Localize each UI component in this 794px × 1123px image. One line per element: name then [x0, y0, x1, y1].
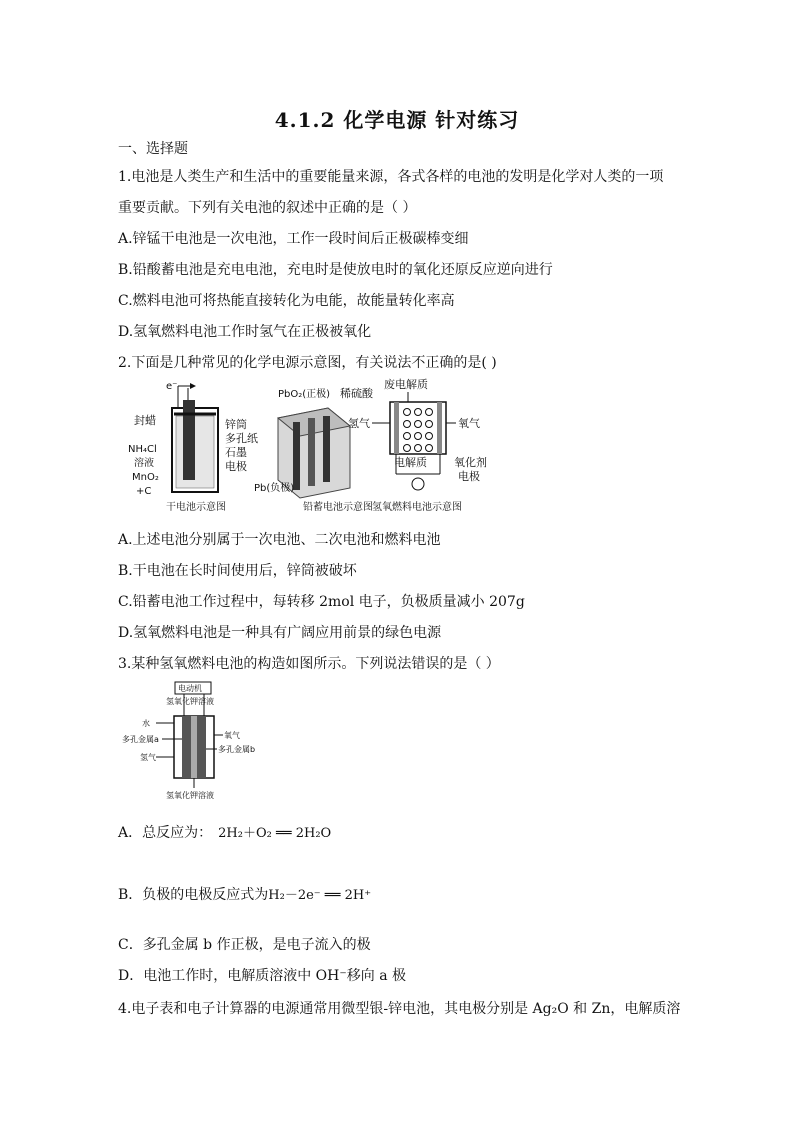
- q1-option-c: C.燃料电池可将热能直接转化为电能，故能量转化率高: [118, 293, 455, 309]
- q1-stem-line2: 重要贡献。下列有关电池的叙述中正确的是（ ）: [118, 200, 417, 216]
- q3-option-d: D．电池工作时，电解质溶液中 OH⁻移向 a 极: [118, 968, 406, 984]
- h2-inlet-label: 氢气: [140, 753, 156, 762]
- battery-diagrams-figure: [128, 378, 498, 518]
- pb-label: Pb(负极): [254, 483, 295, 494]
- pbo2-label: PbO₂(正极): [278, 389, 331, 400]
- fuel-cell-structure-figure: [120, 680, 270, 802]
- q3-option-b-equation: H₂－2e⁻ ══ 2H⁺: [268, 888, 372, 903]
- carbon-label: +C: [136, 486, 152, 497]
- waste-label: 废电解质: [384, 378, 428, 391]
- q1-option-b: B.铅酸蓄电池是充电电池，充电时是使放电时的氧化还原反应逆向进行: [118, 262, 553, 278]
- metal-b-label: 多孔金属b: [218, 745, 256, 754]
- q3-option-b: [118, 885, 371, 906]
- wax-label: 封蜡: [134, 414, 156, 427]
- q4-stem: 4.电子表和电子计算器的电源通常用微型银-锌电池，其电极分别是 Ag₂O 和 Zn，电解质溶: [118, 1001, 681, 1017]
- acid-label: 稀硫酸: [340, 387, 373, 400]
- paper-label: 多孔纸: [225, 432, 258, 445]
- graphite-rod: [183, 400, 195, 480]
- electrode-label: 电极: [225, 460, 247, 473]
- h2-label: 氢气: [348, 417, 370, 430]
- fuel-cell-caption: 氢氧燃料电池示意图: [372, 502, 462, 513]
- o2-inlet-label: 氧气: [224, 731, 240, 740]
- q3-option-b-label: B．负极的电极反应式为: [118, 887, 269, 903]
- koh-bottom-label: 氢氧化钾溶液: [166, 791, 214, 800]
- o2-label: 氧气: [458, 417, 480, 430]
- dry-cell-diagram: [128, 381, 258, 513]
- lead-acid-diagram: [254, 386, 374, 513]
- q3-option-c: C．多孔金属 b 作正极，是电子流入的极: [118, 937, 371, 953]
- fuel-electrode-label: 电极: [458, 470, 480, 483]
- bulb-icon: [412, 478, 424, 490]
- q1-option-a: A.锌锰干电池是一次电池，工作一段时间后正极碳棒变细: [118, 231, 469, 247]
- q2-option-a: A.上述电池分别属于一次电池、二次电池和燃料电池: [118, 532, 441, 548]
- solution-label: 溶液: [134, 458, 154, 469]
- q3-option-a-equation: 2H₂＋O₂ ══ 2H₂O: [218, 826, 332, 841]
- zinc-label: 锌筒: [225, 418, 247, 431]
- q3-option-a-label: A．总反应为：: [118, 825, 213, 841]
- electrolyte-label: 电解质: [394, 456, 427, 469]
- graphite-label: 石墨: [225, 446, 247, 459]
- koh-top-label: 氢氧化钾溶液: [166, 697, 214, 706]
- oxidant-label: 氧化剂: [454, 456, 487, 469]
- q2-option-c: C.铅蓄电池工作过程中，每转移 2mol 电子，负极质量减小 207g: [118, 594, 525, 610]
- page-title: 4.1.2 化学电源 针对练习: [274, 108, 520, 132]
- water-label: 水: [142, 719, 150, 728]
- mno2-label: MnO₂: [132, 472, 159, 483]
- nh4cl-label: NH₄Cl: [128, 444, 157, 455]
- q1-stem-line1: 1.电池是人类生产和生活中的重要能量来源，各式各样的电池的发明是化学对人类的一项: [118, 169, 664, 185]
- q2-option-d: D.氢氧燃料电池是一种具有广阔应用前景的绿色电源: [118, 625, 442, 641]
- section-heading: 一、选择题: [118, 141, 188, 157]
- q1-option-d: D.氢氧燃料电池工作时氢气在正极被氧化: [118, 324, 372, 340]
- metal-a-label: 多孔金属a: [122, 735, 159, 744]
- lead-acid-caption: 铅蓄电池示意图: [303, 502, 373, 513]
- q3-stem: 3.某种氢氧燃料电池的构造如图所示。下列说法错误的是（ ）: [118, 656, 500, 672]
- q2-option-b: B.干电池在长时间使用后，锌筒被破坏: [118, 563, 357, 579]
- dry-cell-caption: 干电池示意图: [166, 502, 226, 513]
- dry-cell-electron-label: e⁻: [166, 381, 178, 392]
- motor-label: 电动机: [178, 684, 202, 693]
- q3-option-a: [118, 823, 331, 844]
- q2-stem: 2.下面是几种常见的化学电源示意图，有关说法不正确的是( ): [118, 355, 497, 371]
